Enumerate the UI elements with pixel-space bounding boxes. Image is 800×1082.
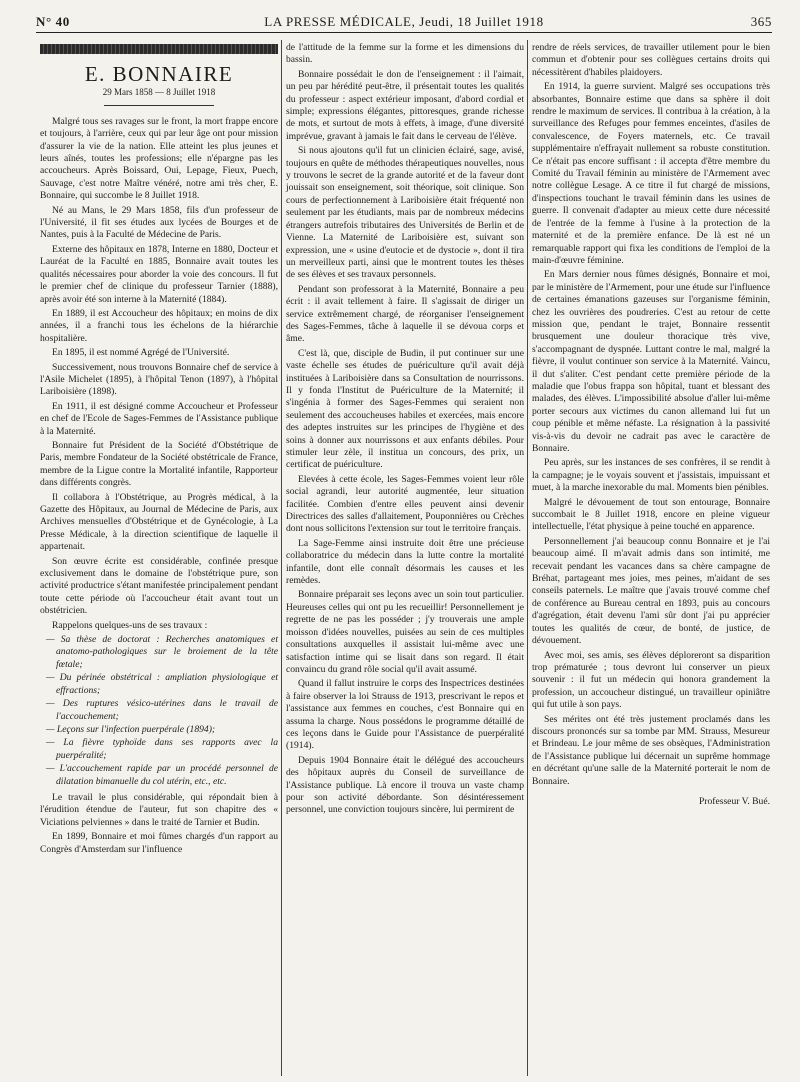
- paragraph: La Sage-Femme ainsi instruite doit être une précieuse collaboratrice du médecin dans la lutte contre la mortalité infantile, dont elle connaît désormais les causes et les remèdes.: [286, 537, 524, 587]
- author-signature: Professeur V. Bué.: [698, 795, 770, 807]
- article-dates: [40, 86, 278, 105]
- list-item: — Du périnée obstétrical : ampliation physiologique et effractions;: [46, 672, 278, 696]
- paragraph: C'est là, que, disciple de Budin, il put continuer sur une vaste échelle ses études de puériculture qu'il avait déjà instituées à Lariboisière dans sa Consultation de nourrissons. Il y fonda l'Institut de Puériculture de la Maternité; il s'ingénia à former des Sages-Femmes qui seraient non seulement des accoucheuses habiles et exercées, mais encore des adeptes instruites sur les principes de l'hygiène et des soins à donner aux nourrissons et aux enfants débiles. Pour stimuler leur zèle, il institua un concours, des prix, un certificat de puériculture.: [286, 347, 524, 471]
- column-2: [286, 42, 524, 819]
- page-number: 365: [750, 14, 772, 29]
- paragraph: Malgré tous ses ravages sur le front, la mort frappe encore et toujours, à l'arrière, ceux qui par leur âge ont pour mission d'assurer la vie de la nation. Elle atteint les plus jeunes et leurs aînés, toutes les professions; elle n'épargne pas les accoucheurs. Après Boissard, Oui, Lepage, Fieux, Puech, Sauvage, c'est notre Maître vénéré, notre ami très cher, E. Bonnaire, qui succombe le 8 Juillet 1918.: [40, 115, 278, 202]
- paragraph: Le travail le plus considérable, qui répondait bien à l'érudition étendue de l'auteur, fut son chapitre des « Viciations pelviennes » dans le traité de Tarnier et Budin.: [40, 791, 278, 828]
- paragraph: Externe des hôpitaux en 1878, Interne en 1880, Docteur et Lauréat de la Faculté en 1885, Bonnaire avait toutes les qualités nécessaires pour aborder la voie des concours. Il fut le premier chef de clinique du professeur Tarnier (1888), après avoir été son interne à la Maternité (1884).: [40, 243, 278, 305]
- paragraph: Successivement, nous trouvons Bonnaire chef de service à l'Asile Michelet (1895), à l'hôpital Tenon (1897), à l'hôpital Lariboisière (1898).: [40, 361, 278, 398]
- issue-number: N° 40: [36, 14, 70, 29]
- article-title: E. BONNAIRE: [84, 62, 234, 86]
- paragraph: En 1895, il est nommé Agrégé de l'Université.: [52, 347, 230, 359]
- paragraph: En Mars dernier nous fûmes désignés, Bonnaire et moi, par le ministère de l'Armement, pour une étude sur l'influence de certaines émanations gazeuses sur l'organisme féminin, chez les ouvrières des poudreries. C'est au retour de cette mission que, pendant le trajet, Bonnaire ressentit brusquement une douleur thoracique très vive, s'accompagnant de dyspnée. Luttant contre le mal, malgré la fièvre, il voulut continuer son service à la Maternité. Vaincu, il dut s'aliter. C'est pendant cette première période de la maladie que l'obus frappa son hôpital, tuant et blessant des malades, des élèves. L'impossibilité absolue d'aller lui-même porter secours aux victimes du canon allemand lui fut un coup pénible et même néfaste. La résignation à la passivité vis-à-vis du devoir ne cadrait pas avec le caractère de Bonnaire.: [532, 269, 770, 454]
- column-rule-left: [281, 40, 282, 1076]
- list-item: — Leçons sur l'infection puerpérale (1894);: [46, 723, 216, 735]
- paragraph: En 1889, il est Accoucheur des hôpitaux; en moins de dix années, il a franchi tous les échelons de la hiérarchie hospitalière.: [40, 307, 278, 344]
- paragraph: Il collabora à l'Obstétrique, au Progrès médical, à la Gazette des Hôpitaux, au Journal de Médecine de Paris, aux Archives mensuelles d'Obstétrique et de Gynécologie, à La Presse Médicale, à la direction scientifique de laquelle il appartenait.: [40, 491, 278, 553]
- journal-title: LA PRESSE MÉDICALE, Jeudi, 18 Juillet 1918: [264, 14, 544, 29]
- paragraph: Personnellement j'ai beaucoup connu Bonnaire et je l'ai beaucoup aimé. Il m'avait admis dans son intimité, me recevait pendant les vacances dans sa chère campagne de Bréhat, partageant mes joies, mes peines, m'aidant de ses conseils paternels. Le maître que j'avais trouvé comme chef de conférence au Bureau central en 1893, puis au concours d'agrégation, était devenu l'ami sûr dont j'ai pu apprécier toutes les qualités de cœur, de bonté, de justice, de dévouement.: [532, 535, 770, 647]
- title-rule: [104, 105, 214, 106]
- paragraph: Pendant son professorat à la Maternité, Bonnaire a peu écrit : il avait tellement à faire. Il s'agissait de diriger un service extrêmement chargé, de réorganiser l'enseignement des Sages-Femmes, tâche à laquelle il se dévoua corps et âme.: [286, 283, 524, 345]
- paragraph: Si nous ajoutons qu'il fut un clinicien éclairé, sage, avisé, toujours en quête de méthodes thérapeutiques nouvelles, nous y trouvons le secret de la grande autorité et de la faveur dont jouissait son enseignement, soit théorique, soit clinique. Son cours de perfectionnement à Lariboisière était fréquenté non seulement par les étudiants, mais par de nombreux médecins étrangers autrefois tributaires des Universités de Berlin et de Vienne. La Maternité de Lariboisière est, suivant son expression, une « usine d'eutocie et de dystocie », dont il tira un merveilleux parti, ainsi que le montrent toutes les thèses de ses élèves et ses travaux personnels.: [286, 145, 524, 281]
- paragraph: Elevées à cette école, les Sages-Femmes voient leur rôle social agrandi, leur autorité augmentée, leur situation facilitée. Combien d'entre elles peuvent ainsi devenir Directrices des salles d'allaitement, Pouponnières ou Crèches dont nous sollicitons l'extension sur tout le territoire français.: [286, 473, 524, 535]
- list-item: — L'accouchement rapide par un procédé personnel de dilatation bimanuelle du col utérin, etc., etc.: [46, 763, 278, 787]
- paragraph: de l'attitude de la femme sur la forme et les dimensions du bassin.: [286, 42, 524, 66]
- column-1: [40, 42, 278, 858]
- running-header: [36, 12, 772, 33]
- works-list: [40, 634, 278, 788]
- list-item: — La fièvre typhoïde dans ses rapports avec la puerpéralité;: [46, 737, 278, 761]
- paragraph: Rappelons quelques-uns de ses travaux :: [52, 619, 208, 631]
- paragraph: Peu après, sur les instances de ses confrères, il se rendit à la campagne; je le voyais souvent et j'assistais, impuissant et muet, à la marche inexorable du mal. Moments bien pénibles.: [532, 457, 770, 494]
- paragraph: Bonnaire préparait ses leçons avec un soin tout particulier. Heureuses celles qui ont pu les recueillir! Personnellement je regrette de ne pas les posséder ; j'y trouverais une ample moisson d'idées nouvelles, puisées au sein de ces multiples consultations auxquelles il assistait lui-même avec une satisfaction intime qui se lisait dans son regard. Il était convaincu du grand rôle social qu'il avait assumé.: [286, 589, 524, 675]
- paragraph: En 1899, Bonnaire et moi fûmes chargés d'un rapport au Congrès d'Amsterdam sur l'influence: [40, 831, 278, 855]
- life-dates: 29 Mars 1858 — 8 Juillet 1918: [102, 87, 216, 98]
- paragraph: Avec moi, ses amis, ses élèves déploreront sa disparition trop prématurée ; tous devront lui conserver un pieux souvenir : il fut un médecin qui honora grandement la profession, un accoucheur distingué, un travailleur opiniâtre qui fut utile à son pays.: [532, 649, 770, 711]
- paragraph: Bonnaire fut Président de la Société d'Obstétrique de Paris, membre Fondateur de la Société obstétricale de France, membre de la Ligue contre la Mortalité infantile, Rapporteur dans différents congrès.: [40, 439, 278, 489]
- paragraph: Ses mérites ont été très justement proclamés dans les discours prononcés sur sa tombe par MM. Strauss, Mesureur et Brindeau. Le jour même de ses obsèques, l'Administration de l'Assistance publique lui décernait un suprême hommage en décrétant qu'une salle de la Maternité porterait le nom de Bonnaire.: [532, 713, 770, 787]
- obituary-border: [40, 44, 278, 54]
- paragraph: Bonnaire possédait le don de l'enseignement : il l'aimait, un peu par hérédité peut-être, il présentait toutes les qualités du professeur : aspect extérieur imposant, d'abord cordial et simple; expressions élégantes, pittoresques, grande richesse de mots, et surtout de mots à effets, à image, d'une diversité imprévue, gravant à jamais le fait dans le cerveau de l'élève.: [286, 68, 524, 142]
- paragraph: Depuis 1904 Bonnaire était le délégué des accoucheurs des hôpitaux auprès du Conseil de surveillance de l'Assistance publique. Là encore il trouva un vaste champ pour son activité débordante. Son désintéressement personnel, une conviction toujours sincère, lui permirent de: [286, 754, 524, 816]
- paragraph: Né au Mans, le 29 Mars 1858, fils d'un professeur de l'Université, il fit ses études aux lycées de Bourges et de Nantes, puis à la Faculté de Médecine de Paris.: [40, 204, 278, 241]
- paragraph: rendre de réels services, de travailler utilement pour le bien commun et d'obtenir pour ses collègues certains droits qui nécessitèrent d'habiles plaidoyers.: [532, 42, 770, 78]
- column-rule-right: [527, 40, 528, 1076]
- paragraph: Son œuvre écrite est considérable, confinée presque exclusivement dans le domaine de l'obstétrique pure, son activité productrice s'étant manifestée principalement pendant toute cette période où l'accoucheur était avant tout un obstétricien.: [40, 555, 278, 617]
- paragraph: En 1911, il est désigné comme Accoucheur et Professeur en chef de l'Ecole de Sages-Femmes de l'Assistance publique à la Maternité.: [40, 400, 278, 437]
- list-item: — Des ruptures vésico-utérines dans le travail de l'accouchement;: [46, 698, 278, 722]
- column-3: [532, 42, 770, 808]
- paragraph: Quand il fallut instruire le corps des Inspectrices destinées à faire observer la loi Strauss de 1913, prescrivant le repos et l'assistance aux femmes en couches, c'est Bonnaire qui en assuma la charge. Nous possédons le programme détaillé de ces leçons dans le Guide pour l'Assistance de puerpéralité (1914).: [286, 678, 524, 752]
- list-item: — Sa thèse de doctorat : Recherches anatomiques et anatomo-pathologiques sur le broiement de la tête fœtale;: [46, 634, 278, 670]
- paragraph: En 1914, la guerre survient. Malgré ses occupations très absorbantes, Bonnaire estime que dans sa sphère il doit rendre le maximum de services. Il contribua à la création, à la surveillance des Refuges pour femmes enceintes, d'asiles de convalescence, de Foyers maternels, etc. Ce travail supplémentaire n'effrayait nullement sa robuste constitution. Ce n'était pas encore suffisant : il accepta d'être membre du Comité du Travail féminin au ministère de l'Armement avec notre collègue Lesage. A ce titre il fut chargé de missions, d'inspections touchant le travail féminin dans les usines de guerre. Il convenait d'adapter au mieux cette dure nécessité de l'entrée de la femme à l'usine à la protection de la maternité et de la première enfance. De là est né un remarquable rapport qui fixa les conditions de l'emploi de la main-d'œuvre féminine.: [532, 81, 770, 266]
- paragraph: Malgré le dévouement de tout son entourage, Bonnaire succombait le 8 Juillet 1918, encore en pleine vigueur intellectuelle, l'état physique à peine touché en apparence.: [532, 496, 770, 533]
